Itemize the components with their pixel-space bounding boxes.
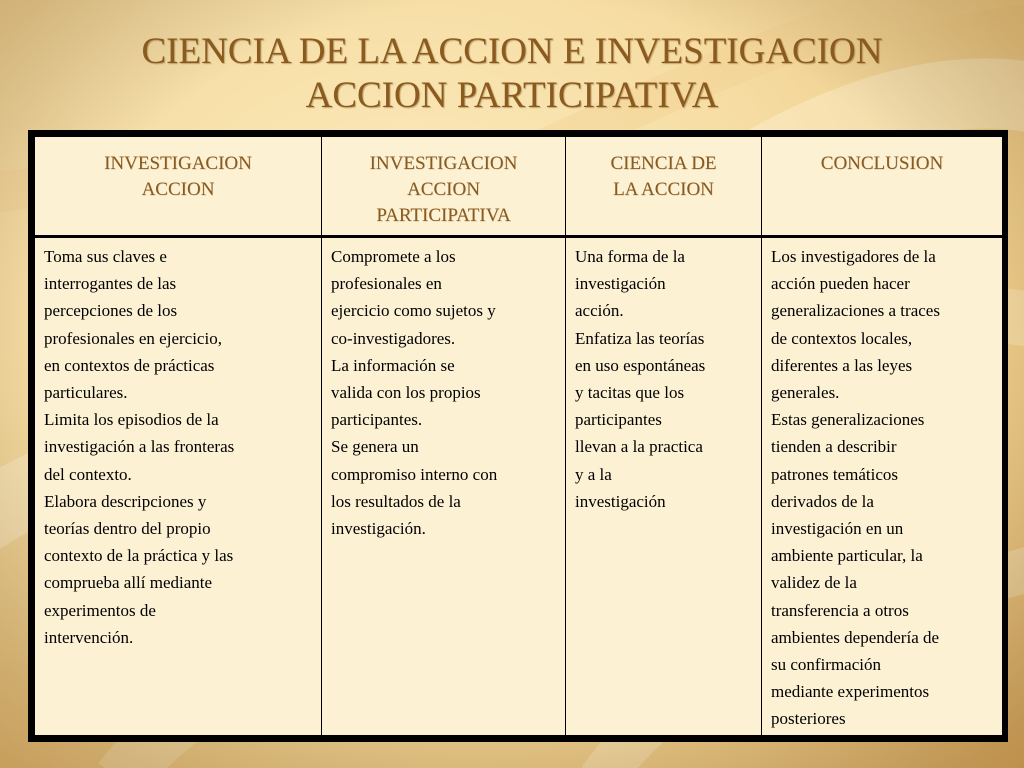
slide-title [0,30,1024,118]
cell-investigacion-accion-participativa: Compromete a los profesionales en ejercicio como sujetos y co-investigadores. La información se valida con los propios participantes. Se genera un compromiso interno con los resultados de la investigación. [322,237,566,736]
table-header-row [35,137,1003,237]
cell-conclusion: Los investigadores de la acción pueden hacer generalizaciones a traces de contextos locales, diferentes a las leyes generales. Estas generalizaciones tienden a describir patrones temáticos derivados de la investigación en un ambiente particular, la validez de la transferencia a otros ambientes dependería de su confirmación mediante experimentos posteriores [762,237,1003,736]
header-investigacion-accion: INVESTIGACION ACCION [35,137,322,237]
cell-ciencia-de-la-accion: Una forma de la investigación acción. Enfatiza las teorías en uso espontáneas y tacitas que los participantes llevan a la practica y a la investigación [566,237,762,736]
comparison-table [28,130,1008,742]
table-row [35,237,1003,736]
cell-investigacion-accion: Toma sus claves e interrogantes de las percepciones de los profesionales en ejercicio, en contextos de prácticas particulares. Limita los episodios de la investigación a las fronteras del contexto. Elabora descripciones y teorías dentro del propio contexto de la práctica y las comprueba allí mediante experimentos de intervención. [35,237,322,736]
header-conclusion: CONCLUSION [762,137,1003,237]
header-ciencia-de-la-accion: CIENCIA DE LA ACCION [566,137,762,237]
slide-title-line-2: ACCION PARTICIPATIVA [305,75,719,116]
slide-title-line-1: CIENCIA DE LA ACCION E INVESTIGACION [141,31,883,72]
header-investigacion-accion-participativa: INVESTIGACION ACCION PARTICIPATIVA [322,137,566,237]
